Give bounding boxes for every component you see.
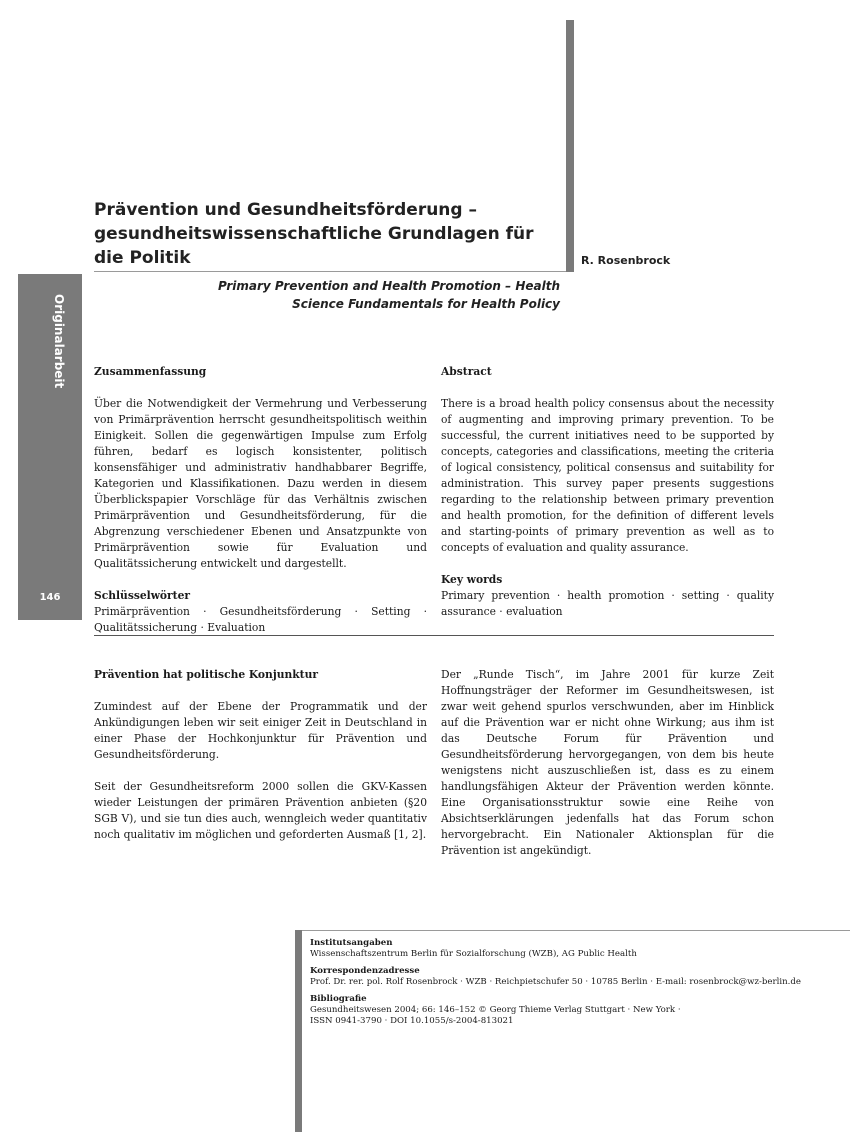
keywords-heading: Key words: [441, 573, 503, 586]
article-info-box: [310, 938, 850, 1033]
abstract-column: [441, 364, 774, 620]
bibliografie-line-1: Gesundheitswesen 2004; 66: 146–152 © Georg Thieme Verlag Stuttgart · New York ·: [310, 1005, 681, 1015]
zusammenfassung-text: Über die Notwendigkeit der Vermehrung und Verbesserung von Primärprävention herrscht gesundheitspolitisch weithin Einigkeit. Sollen die gegenwärtigen Impulse zum Erfolg führen, bedarf es logisch konsistenter, politisch konsensfähiger und administrativ handhabbarer Begriffe, Kategorien und Klassifikationen. Dazu werden in diesem Überblickspapier Vorschläge für das Verhältnis zwischen Primärprävention und Gesundheitsförderung, für die Abgrenzung verschiedener Ebenen und Ansatzpunkte von Primärprävention sowie für Evaluation und Qualitätssicherung entwickelt und dargestellt.: [94, 397, 427, 570]
zusammenfassung-heading: Zusammenfassung: [94, 365, 207, 378]
institut-heading: Institutsangaben: [310, 938, 393, 948]
korrespondenz-heading: Korrespondenzadresse: [310, 966, 420, 976]
english-title: Primary Prevention and Health Promotion – Health Science Fundamentals for Health Policy: [217, 279, 560, 311]
keywords: Primary prevention · health promotion · setting · quality assurance · evaluation: [441, 589, 774, 618]
body-heading: Prävention hat politische Konjunktur: [94, 668, 318, 681]
body-paragraph-1: Zumindest auf der Ebene der Programmatik und der Ankündigungen leben wir seit einiger Zeit in Deutschland in einer Phase der Hochkonjunktur für Prävention und Gesundheitsförderung.: [94, 700, 427, 761]
body-left-column: [94, 667, 427, 843]
body-paragraph-3: Der „Runde Tisch“, im Jahre 2001 für kurze Zeit Hoffnungsträger der Reformer im Gesundheitswesen, ist zwar weit gehend spurlos verschwunden, aber im Hinblick auf die Prävention war er nicht ohne Wirkung; aus ihm ist das Deutsche Forum für Prävention und Gesundheitsförderung hervorgegangen, von dem bis heute wenigstens nicht auszuschließen ist, dass es zu einem handlungsfähigen Akteur der Prävention werden könnte. Eine Organisationsstruktur sowie eine Reihe von Absichtserklärungen jedenfalls hat das Forum schon hervorgebracht. Ein Nationaler Aktionsplan für die Prävention ist angekündigt.: [441, 668, 774, 857]
author: R. Rosenbrock: [581, 254, 671, 267]
schluesselwoerter-heading: Schlüsselwörter: [94, 589, 191, 602]
info-top-line: [302, 930, 850, 931]
bibliografie-line-2: ISSN 0941-3790 · DOI 10.1055/s-2004-813021: [310, 1016, 514, 1026]
title-underline: [94, 271, 566, 272]
section-label: Originalarbeit: [52, 294, 66, 389]
info-vertical-bar: [295, 930, 302, 1132]
title-vertical-bar: [566, 20, 574, 272]
page-number: 146: [39, 592, 61, 603]
article-title: Prävention und Gesundheitsförderung – gesundheitswissenschaftliche Grundlagen für die Politik: [94, 200, 534, 268]
bibliografie-heading: Bibliografie: [310, 994, 367, 1004]
korrespondenz-text: Prof. Dr. rer. pol. Rolf Rosenbrock · WZB · Reichpietschufer 50 · 10785 Berlin · E-mail: rosenbrock@wz-berlin.de: [310, 977, 801, 987]
abstract-text: There is a broad health policy consensus about the necessity of augmenting and improving primary prevention. To be successful, the current initiatives need to be supported by concepts, categories and classifications, meeting the criteria of logical consistency, political consensus and suitability for administration. This survey paper presents suggestions regarding to the relationship between primary prevention and health promotion, for the definition of different levels and starting-points of primary prevention as well as to concepts of evaluation and quality assurance.: [441, 397, 774, 554]
body-paragraph-2: Seit der Gesundheitsreform 2000 sollen die GKV-Kassen wieder Leistungen der primären Prävention anbieten (§20 SGB V), und sie tun dies auch, wenngleich weder quantitativ noch qualitativ im möglichen und geforderten Ausmaß [1, 2].: [94, 780, 427, 841]
zusammenfassung-column: [94, 364, 427, 636]
section-separator: [94, 635, 774, 636]
section-sidebar: [18, 274, 82, 620]
body-right-column: [441, 667, 774, 859]
abstract-heading: Abstract: [441, 365, 492, 378]
schluesselwoerter: Primärprävention · Gesundheitsförderung · Setting · Qualitätssicherung · Evaluation: [94, 605, 427, 634]
institut-text: Wissenschaftszentrum Berlin für Sozialforschung (WZB), AG Public Health: [310, 949, 637, 959]
